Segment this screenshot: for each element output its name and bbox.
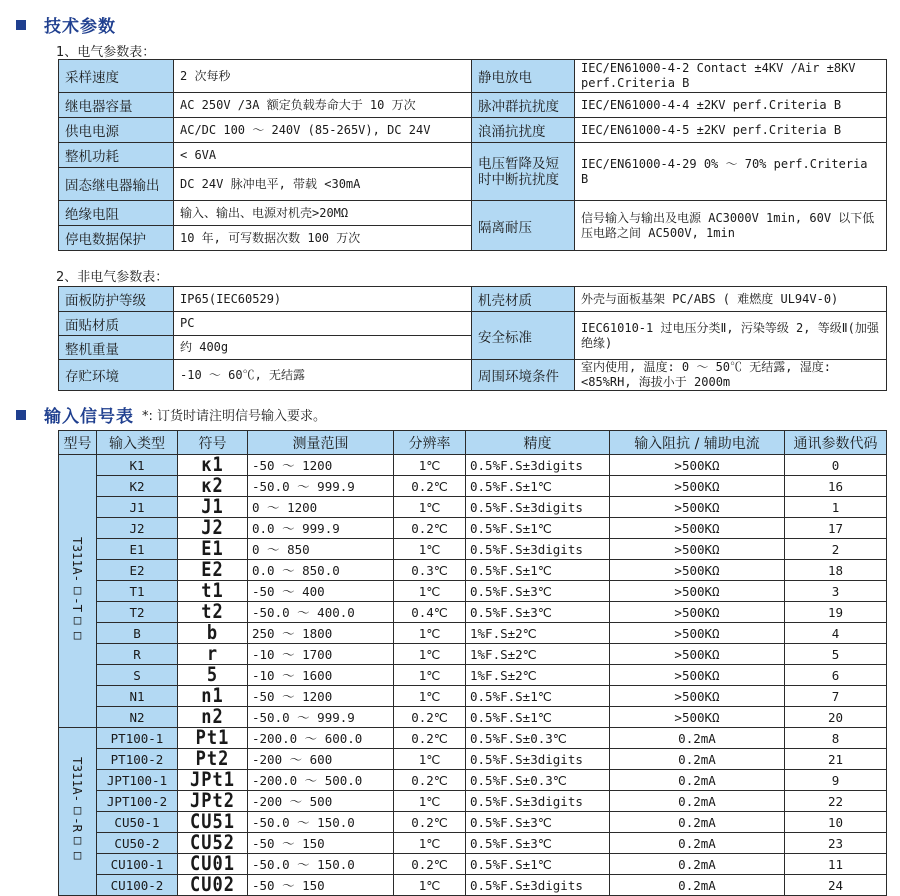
range-cell: -50 ～ 1200 [248, 686, 394, 707]
comm-code-cell: 17 [785, 518, 887, 539]
param-label: 继电器容量 [59, 93, 174, 118]
symbol-cell [178, 581, 248, 602]
resolution-cell: 0.2℃ [394, 707, 466, 728]
input-type-cell: S [97, 665, 178, 686]
model-group-cell [59, 455, 97, 728]
impedance-cell: >500KΩ [610, 497, 785, 518]
param-value: PC [174, 312, 472, 336]
symbol-cell [178, 791, 248, 812]
symbol-cell [178, 455, 248, 476]
accuracy-cell: 0.5%F.S±3digits [466, 497, 610, 518]
header-cell: 输入类型 [97, 431, 178, 455]
input-type-cell: E2 [97, 560, 178, 581]
input-type-cell: E1 [97, 539, 178, 560]
led-symbol: CU52 [190, 832, 235, 854]
resolution-cell: 1℃ [394, 539, 466, 560]
accuracy-cell: 0.5%F.S±1℃ [466, 686, 610, 707]
accuracy-cell: 1%F.S±2℃ [466, 665, 610, 686]
resolution-cell: 0.2℃ [394, 728, 466, 749]
param-value: 信号输入与输出及电源 AC3000V 1min, 60V 以下低压电路之间 AC500V, 1min [575, 201, 887, 251]
led-symbol: J2 [201, 517, 224, 539]
table-row [59, 833, 887, 854]
param-label: 电压暂降及短时中断抗扰度 [472, 143, 575, 201]
accuracy-cell: 1%F.S±2℃ [466, 623, 610, 644]
heading-square-icon [16, 20, 26, 30]
range-cell: -10 ～ 1700 [248, 644, 394, 665]
resolution-cell: 1℃ [394, 455, 466, 476]
led-symbol: J1 [201, 496, 224, 518]
param-label: 安全标准 [472, 312, 575, 360]
table-row [59, 728, 887, 749]
led-symbol: CU02 [190, 874, 235, 896]
param-label: 采样速度 [59, 60, 174, 93]
param-value: DC 24V 脉冲电平, 带载 <30mA [174, 168, 472, 201]
header-cell: 精度 [466, 431, 610, 455]
resolution-cell: 1℃ [394, 665, 466, 686]
resolution-cell: 0.4℃ [394, 602, 466, 623]
table-row [59, 539, 887, 560]
resolution-cell: 0.3℃ [394, 560, 466, 581]
non-electrical-subtitle: 2、非电气参数表： [56, 270, 169, 285]
param-label: 供电电源 [59, 118, 174, 143]
resolution-cell: 0.2℃ [394, 476, 466, 497]
symbol-cell [178, 602, 248, 623]
resolution-cell: 1℃ [394, 497, 466, 518]
comm-code-cell: 0 [785, 455, 887, 476]
table-row [59, 812, 887, 833]
resolution-cell: 1℃ [394, 623, 466, 644]
comm-code-cell: 22 [785, 791, 887, 812]
accuracy-cell: 0.5%F.S±3digits [466, 749, 610, 770]
input-type-cell: T1 [97, 581, 178, 602]
led-symbol: t1 [201, 580, 224, 602]
comm-code-cell: 3 [785, 581, 887, 602]
header-cell: 分辨率 [394, 431, 466, 455]
range-cell: -50 ～ 400 [248, 581, 394, 602]
symbol-cell [178, 770, 248, 791]
input-type-cell: CU50-1 [97, 812, 178, 833]
symbol-cell [178, 623, 248, 644]
impedance-cell: >500KΩ [610, 581, 785, 602]
param-value: IEC/EN61000-4-29 0% ～ 70% perf.Criteria B [575, 143, 887, 201]
impedance-cell: 0.2mA [610, 791, 785, 812]
comm-code-cell: 24 [785, 875, 887, 896]
input-type-cell: JPT100-1 [97, 770, 178, 791]
param-value: -10 ～ 60℃, 无结露 [174, 360, 472, 391]
led-symbol: JPt2 [190, 790, 235, 812]
resolution-cell: 1℃ [394, 791, 466, 812]
impedance-cell: 0.2mA [610, 812, 785, 833]
input-type-cell: K2 [97, 476, 178, 497]
param-value: IEC/EN61000-4-4 ±2KV perf.Criteria B [575, 93, 887, 118]
symbol-cell [178, 665, 248, 686]
accuracy-cell: 0.5%F.S±1℃ [466, 560, 610, 581]
range-cell: 250 ～ 1800 [248, 623, 394, 644]
impedance-cell: >500KΩ [610, 560, 785, 581]
range-cell: 0 ～ 1200 [248, 497, 394, 518]
impedance-cell: >500KΩ [610, 686, 785, 707]
electrical-params-table [58, 59, 887, 251]
symbol-cell [178, 560, 248, 581]
comm-code-cell: 18 [785, 560, 887, 581]
param-label: 绝缘电阻 [59, 201, 174, 226]
table-row [59, 686, 887, 707]
input-type-cell: CU100-1 [97, 854, 178, 875]
comm-code-cell: 23 [785, 833, 887, 854]
range-cell: 0 ～ 850 [248, 539, 394, 560]
resolution-cell: 1℃ [394, 875, 466, 896]
impedance-cell: >500KΩ [610, 644, 785, 665]
input-type-cell: PT100-2 [97, 749, 178, 770]
comm-code-cell: 11 [785, 854, 887, 875]
led-symbol: CU01 [190, 853, 235, 875]
range-cell: -50.0 ～ 999.9 [248, 476, 394, 497]
accuracy-cell: 0.5%F.S±1℃ [466, 707, 610, 728]
symbol-cell [178, 854, 248, 875]
impedance-cell: >500KΩ [610, 455, 785, 476]
param-label: 静电放电 [472, 60, 575, 93]
param-label: 周围环境条件 [472, 360, 575, 391]
range-cell: -200 ～ 600 [248, 749, 394, 770]
section-title: 输入信号表 [44, 407, 134, 427]
input-type-cell: R [97, 644, 178, 665]
param-label: 存贮环境 [59, 360, 174, 391]
led-symbol: E2 [201, 559, 224, 581]
table-row [59, 455, 887, 476]
resolution-cell: 1℃ [394, 581, 466, 602]
impedance-cell: 0.2mA [610, 728, 785, 749]
comm-code-cell: 6 [785, 665, 887, 686]
comm-code-cell: 16 [785, 476, 887, 497]
param-label: 面贴材质 [59, 312, 174, 336]
accuracy-cell: 0.5%F.S±3℃ [466, 581, 610, 602]
resolution-cell: 1℃ [394, 686, 466, 707]
table-row [59, 791, 887, 812]
param-label: 面板防护等级 [59, 287, 174, 312]
param-label: 隔离耐压 [472, 201, 575, 251]
led-symbol: 5 [206, 664, 219, 686]
param-label: 脉冲群抗扰度 [472, 93, 575, 118]
range-cell: -50.0 ～ 150.0 [248, 812, 394, 833]
param-label: 机壳材质 [472, 287, 575, 312]
comm-code-cell: 9 [785, 770, 887, 791]
table-row [59, 707, 887, 728]
accuracy-cell: 0.5%F.S±3℃ [466, 812, 610, 833]
header-cell: 符号 [178, 431, 248, 455]
impedance-cell: >500KΩ [610, 539, 785, 560]
accuracy-cell: 0.5%F.S±3digits [466, 539, 610, 560]
table-row [59, 875, 887, 896]
input-type-cell: J2 [97, 518, 178, 539]
table-row [59, 560, 887, 581]
table-row [59, 749, 887, 770]
range-cell: 0.0 ～ 999.9 [248, 518, 394, 539]
param-value: IEC61010-1 过电压分类Ⅱ, 污染等级 2, 等级Ⅱ(加强绝缘) [575, 312, 887, 360]
impedance-cell: 0.2mA [610, 854, 785, 875]
impedance-cell: 0.2mA [610, 770, 785, 791]
range-cell: -50.0 ～ 999.9 [248, 707, 394, 728]
accuracy-cell: 0.5%F.S±3digits [466, 455, 610, 476]
table-row [59, 581, 887, 602]
led-symbol: ĸ1 [201, 454, 224, 476]
model-group-cell [59, 728, 97, 896]
model-label: T311A-□-T□□ [70, 536, 85, 643]
input-type-cell: K1 [97, 455, 178, 476]
comm-code-cell: 5 [785, 644, 887, 665]
symbol-cell [178, 686, 248, 707]
non-electrical-params-table [58, 286, 887, 391]
param-value: 室内使用, 温度: 0 ～ 50℃ 无结露, 湿度: <85%RH, 海拔小于 2000m [575, 360, 887, 391]
input-type-cell: CU50-2 [97, 833, 178, 854]
comm-code-cell: 19 [785, 602, 887, 623]
table-row [59, 476, 887, 497]
range-cell: -50.0 ～ 400.0 [248, 602, 394, 623]
table-row [59, 665, 887, 686]
param-value: 约 400g [174, 336, 472, 360]
param-value: 外壳与面板基架 PC/ABS ( 难燃度 UL94V-0) [575, 287, 887, 312]
table-row [59, 854, 887, 875]
table-row [59, 497, 887, 518]
impedance-cell: >500KΩ [610, 665, 785, 686]
led-symbol: b [206, 622, 219, 644]
range-cell: -200.0 ～ 600.0 [248, 728, 394, 749]
input-type-cell: J1 [97, 497, 178, 518]
param-value: AC/DC 100 ～ 240V (85-265V), DC 24V [174, 118, 472, 143]
impedance-cell: 0.2mA [610, 833, 785, 854]
accuracy-cell: 1%F.S±2℃ [466, 644, 610, 665]
symbol-cell [178, 644, 248, 665]
range-cell: -50 ～ 150 [248, 833, 394, 854]
resolution-cell: 1℃ [394, 644, 466, 665]
param-value: < 6VA [174, 143, 472, 168]
led-symbol: t2 [201, 601, 224, 623]
resolution-cell: 1℃ [394, 833, 466, 854]
model-label: T311A-□-R□□ [70, 757, 85, 863]
led-symbol: Pt1 [195, 727, 230, 749]
table-row [59, 644, 887, 665]
param-value: IP65(IEC60529) [174, 287, 472, 312]
input-signal-table [58, 430, 887, 896]
impedance-cell: >500KΩ [610, 476, 785, 497]
accuracy-cell: 0.5%F.S±3℃ [466, 833, 610, 854]
accuracy-cell: 0.5%F.S±3℃ [466, 602, 610, 623]
resolution-cell: 0.2℃ [394, 854, 466, 875]
comm-code-cell: 2 [785, 539, 887, 560]
symbol-cell [178, 476, 248, 497]
table-row [59, 518, 887, 539]
param-value: 2 次每秒 [174, 60, 472, 93]
symbol-cell [178, 518, 248, 539]
param-label: 整机重量 [59, 336, 174, 360]
param-value: IEC/EN61000-4-5 ±2KV perf.Criteria B [575, 118, 887, 143]
comm-code-cell: 7 [785, 686, 887, 707]
input-type-cell: PT100-1 [97, 728, 178, 749]
symbol-cell [178, 875, 248, 896]
resolution-cell: 0.2℃ [394, 518, 466, 539]
comm-code-cell: 20 [785, 707, 887, 728]
accuracy-cell: 0.5%F.S±0.3℃ [466, 770, 610, 791]
range-cell: -50.0 ～ 150.0 [248, 854, 394, 875]
range-cell: -50 ～ 1200 [248, 455, 394, 476]
header-cell: 测量范围 [248, 431, 394, 455]
param-label: 停电数据保护 [59, 226, 174, 251]
input-type-cell: N2 [97, 707, 178, 728]
comm-code-cell: 10 [785, 812, 887, 833]
led-symbol: JPt1 [190, 769, 235, 791]
input-type-cell: JPT100-2 [97, 791, 178, 812]
impedance-cell: >500KΩ [610, 707, 785, 728]
resolution-cell: 1℃ [394, 749, 466, 770]
input-signal-heading [16, 402, 326, 427]
input-type-cell: B [97, 623, 178, 644]
led-symbol: Pt2 [195, 748, 230, 770]
param-label: 浪涌抗扰度 [472, 118, 575, 143]
range-cell: -200 ～ 500 [248, 791, 394, 812]
symbol-cell [178, 539, 248, 560]
comm-code-cell: 21 [785, 749, 887, 770]
table-row [59, 623, 887, 644]
param-label: 固态继电器输出 [59, 168, 174, 201]
symbol-cell [178, 497, 248, 518]
accuracy-cell: 0.5%F.S±1℃ [466, 518, 610, 539]
table-row [59, 770, 887, 791]
accuracy-cell: 0.5%F.S±1℃ [466, 854, 610, 875]
param-value: AC 250V /3A 额定负载寿命大于 10 万次 [174, 93, 472, 118]
symbol-cell [178, 833, 248, 854]
param-value: 输入、输出、电源对机壳>20MΩ [174, 201, 472, 226]
symbol-cell [178, 728, 248, 749]
led-symbol: r [206, 643, 219, 665]
accuracy-cell: 0.5%F.S±3digits [466, 791, 610, 812]
impedance-cell: >500KΩ [610, 623, 785, 644]
led-symbol: CU51 [190, 811, 235, 833]
input-type-cell: T2 [97, 602, 178, 623]
tech-params-heading [16, 12, 116, 37]
impedance-cell: >500KΩ [610, 602, 785, 623]
param-label: 整机功耗 [59, 143, 174, 168]
input-type-cell: N1 [97, 686, 178, 707]
header-cell: 通讯参数代码 [785, 431, 887, 455]
input-type-cell: CU100-2 [97, 875, 178, 896]
range-cell: -200.0 ～ 500.0 [248, 770, 394, 791]
comm-code-cell: 8 [785, 728, 887, 749]
accuracy-cell: 0.5%F.S±0.3℃ [466, 728, 610, 749]
electrical-subtitle: 1、电气参数表： [56, 45, 156, 60]
section-title: 技术参数 [44, 17, 116, 37]
symbol-cell [178, 707, 248, 728]
impedance-cell: 0.2mA [610, 749, 785, 770]
range-cell: 0.0 ～ 850.0 [248, 560, 394, 581]
param-value: 10 年, 可写数据次数 100 万次 [174, 226, 472, 251]
led-symbol: ĸ2 [201, 475, 224, 497]
resolution-cell: 0.2℃ [394, 770, 466, 791]
heading-square-icon [16, 410, 26, 420]
impedance-cell: 0.2mA [610, 875, 785, 896]
param-value: IEC/EN61000-4-2 Contact ±4KV /Air ±8KV perf.Criteria B [575, 60, 887, 93]
symbol-cell [178, 749, 248, 770]
led-symbol: E1 [201, 538, 224, 560]
led-symbol: n1 [201, 685, 224, 707]
range-cell: -10 ～ 1600 [248, 665, 394, 686]
order-note: *: 订货时请注明信号输入要求。 [142, 409, 327, 424]
header-cell: 输入阻抗 / 辅助电流 [610, 431, 785, 455]
range-cell: -50 ～ 150 [248, 875, 394, 896]
led-symbol: n2 [201, 706, 224, 728]
accuracy-cell: 0.5%F.S±1℃ [466, 476, 610, 497]
table-row [59, 602, 887, 623]
header-cell: 型号 [59, 431, 97, 455]
symbol-cell [178, 812, 248, 833]
accuracy-cell: 0.5%F.S±3digits [466, 875, 610, 896]
comm-code-cell: 1 [785, 497, 887, 518]
comm-code-cell: 4 [785, 623, 887, 644]
impedance-cell: >500KΩ [610, 518, 785, 539]
resolution-cell: 0.2℃ [394, 812, 466, 833]
